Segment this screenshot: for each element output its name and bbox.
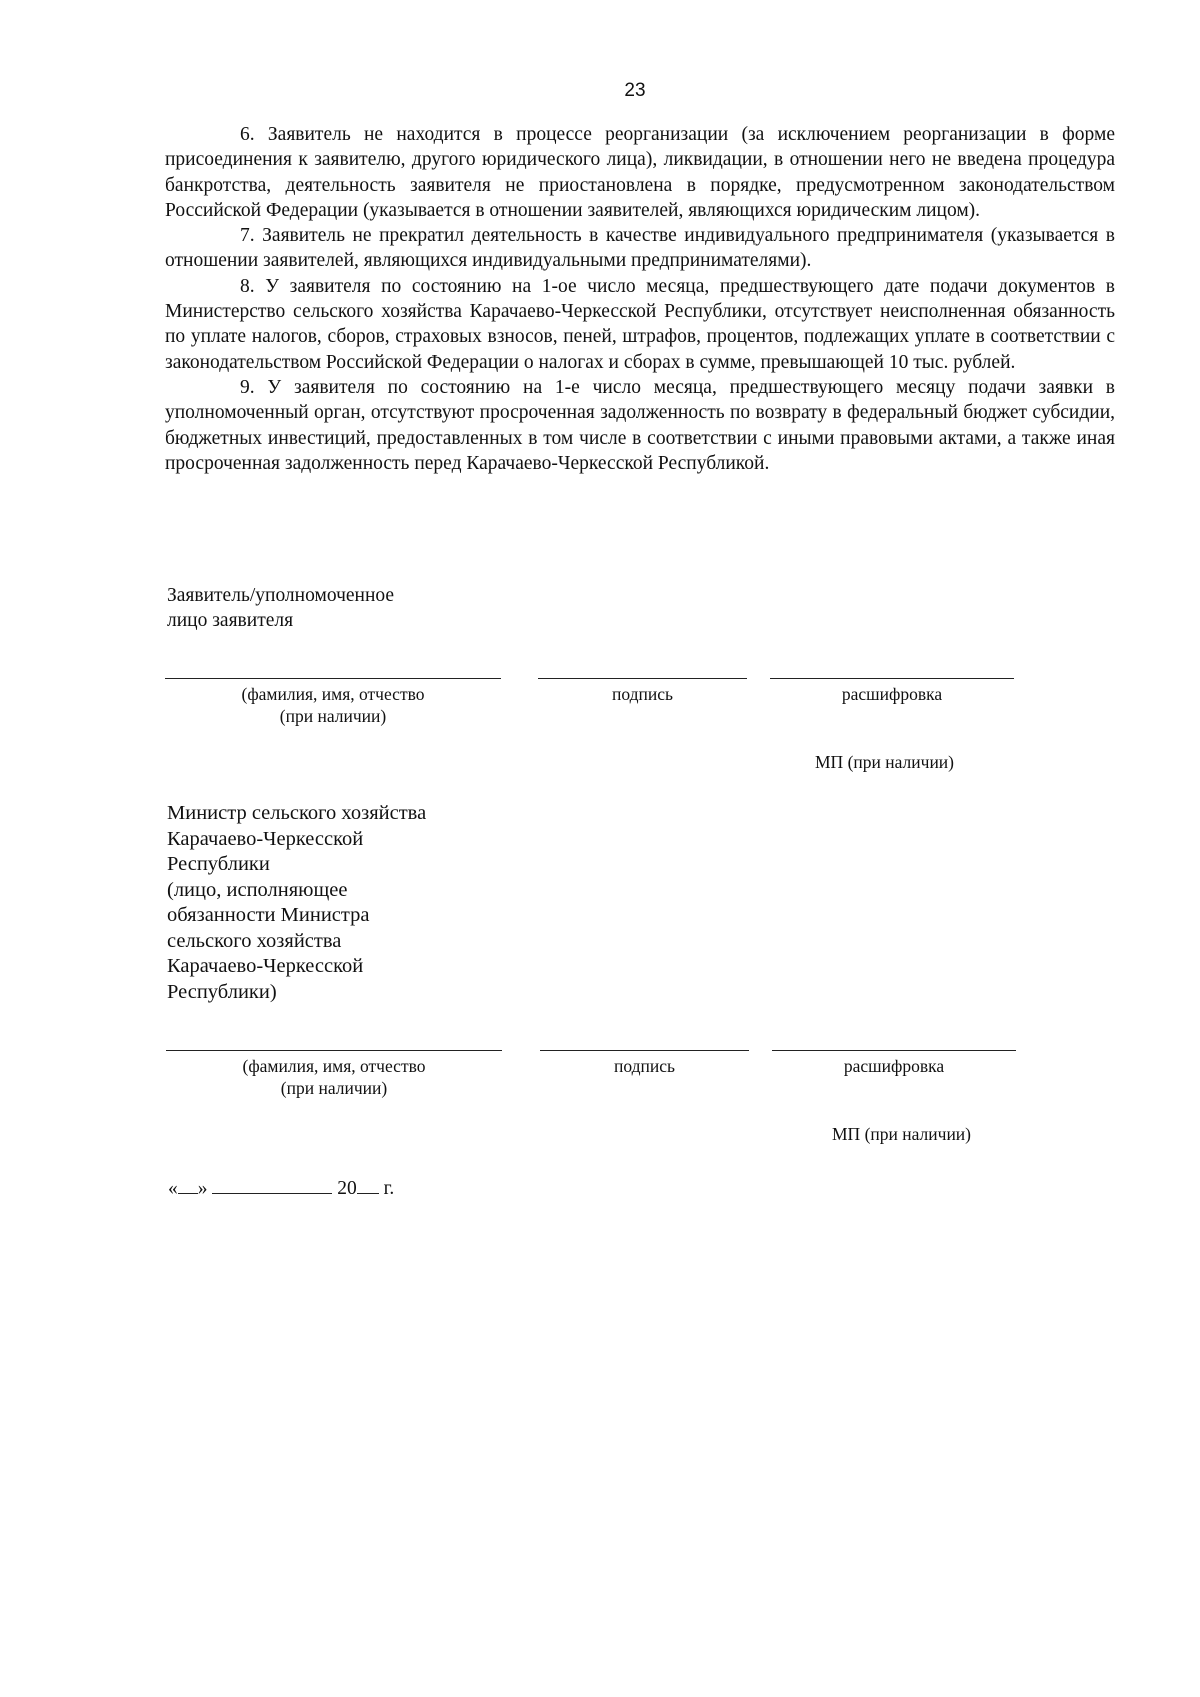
minister-title-line: Республики xyxy=(167,853,270,875)
minister-decoding-label: расшифровка xyxy=(843,1056,945,1076)
year-suffix: г. xyxy=(383,1178,395,1199)
minister-title-line: Карачаево-Черкесской xyxy=(167,955,364,977)
applicant-decoding-label: расшифровка xyxy=(841,684,943,704)
month-blank xyxy=(212,1175,332,1194)
condition-7: 7. Заявитель не прекратил деятельность в качестве индивидуального предпринимателя (указывается в отношении заявителей, являющихся индивидуальными предпринимателями). xyxy=(165,225,1115,272)
minister-title-line: Карачаево-Черкесской xyxy=(167,827,364,850)
applicant-title-line: лицо заявителя xyxy=(167,610,294,632)
minister-fio-line xyxy=(166,1050,502,1051)
condition-9: 9. У заявителя по состоянию на 1-е число месяца, предшествующего месяцу подачи заявки в уполномоченный орган, отсутствуют просроченная задолженность по возврату в федеральный бюджет субсидии, бюджетных инвестиций, предоставленных в том числе в соответствии с иными правовыми актами, а также иная просроченная задолженность перед Карачаево-Черкесской Республикой. xyxy=(165,376,1115,474)
applicant-signature-label: подпись xyxy=(612,684,673,704)
minister-title-line: сельского хозяйства xyxy=(167,929,342,952)
fio-label-line: (при наличии) xyxy=(279,706,387,726)
date-close-quote: » xyxy=(197,1178,208,1199)
applicant-fio-label xyxy=(165,683,501,727)
date-open-quote: « xyxy=(168,1178,178,1199)
minister-stamp-note: МП (при наличии) xyxy=(832,1124,972,1144)
page-number: 23 xyxy=(624,80,646,101)
applicant-fio-line xyxy=(165,678,501,679)
minister-decoding-line xyxy=(772,1050,1016,1051)
minister-fio-label xyxy=(166,1055,502,1099)
condition-6: 6. Заявитель не находится в процессе реорганизации (за исключением реорганизации в форме присоединения к заявителю, другого юридического лица), ликвидации, в отношении него не введена процедура банкротства, деятельность заявителя не приостановлена в порядке, предусмотренном законодательством Российской Федерации (указывается в отношении заявителей, являющихся юридическим лицом). xyxy=(165,124,1115,221)
applicant-signature-line xyxy=(538,678,747,679)
year-prefix: 20 xyxy=(337,1178,357,1199)
condition-8: 8. У заявителя по состоянию на 1-ое число месяца, предшествующего дате подачи документов в Министерство сельского хозяйства Карачаево-Черкесской Республики, отсутствует неисполненная обязанность по уплате налогов, сборов, страховых взносов, пеней, штрафов, процентов, подлежащих уплате в соответствии с законодательством Российской Федерации о налогах и сборах в сумме, превышающей 10 тыс. рублей. xyxy=(165,275,1115,373)
fio-label-line: (при наличии) xyxy=(280,1078,388,1098)
minister-signature-label: подпись xyxy=(614,1056,675,1076)
applicant-stamp-note: МП (при наличии) xyxy=(815,752,955,772)
minister-title-line: (лицо, исполняющее xyxy=(167,878,348,901)
minister-title-line: Министр сельского хозяйства xyxy=(167,802,427,824)
minister-title-line: обязанности Министра xyxy=(167,904,370,926)
applicant-decoding-line xyxy=(770,678,1014,679)
minister-signature-line xyxy=(540,1050,749,1051)
day-blank xyxy=(178,1175,198,1194)
conditions-list xyxy=(165,122,1115,476)
applicant-title-line: Заявитель/уполномоченное xyxy=(167,585,395,606)
year-blank xyxy=(357,1175,379,1194)
fio-label-line: (фамилия, имя, отчество xyxy=(241,684,425,704)
minister-title-line: Республики) xyxy=(167,980,277,1003)
fio-label-line: (фамилия, имя, отчество xyxy=(242,1056,426,1076)
minister-title xyxy=(167,801,426,1005)
applicant-title xyxy=(167,583,394,634)
date-line xyxy=(168,1175,394,1200)
